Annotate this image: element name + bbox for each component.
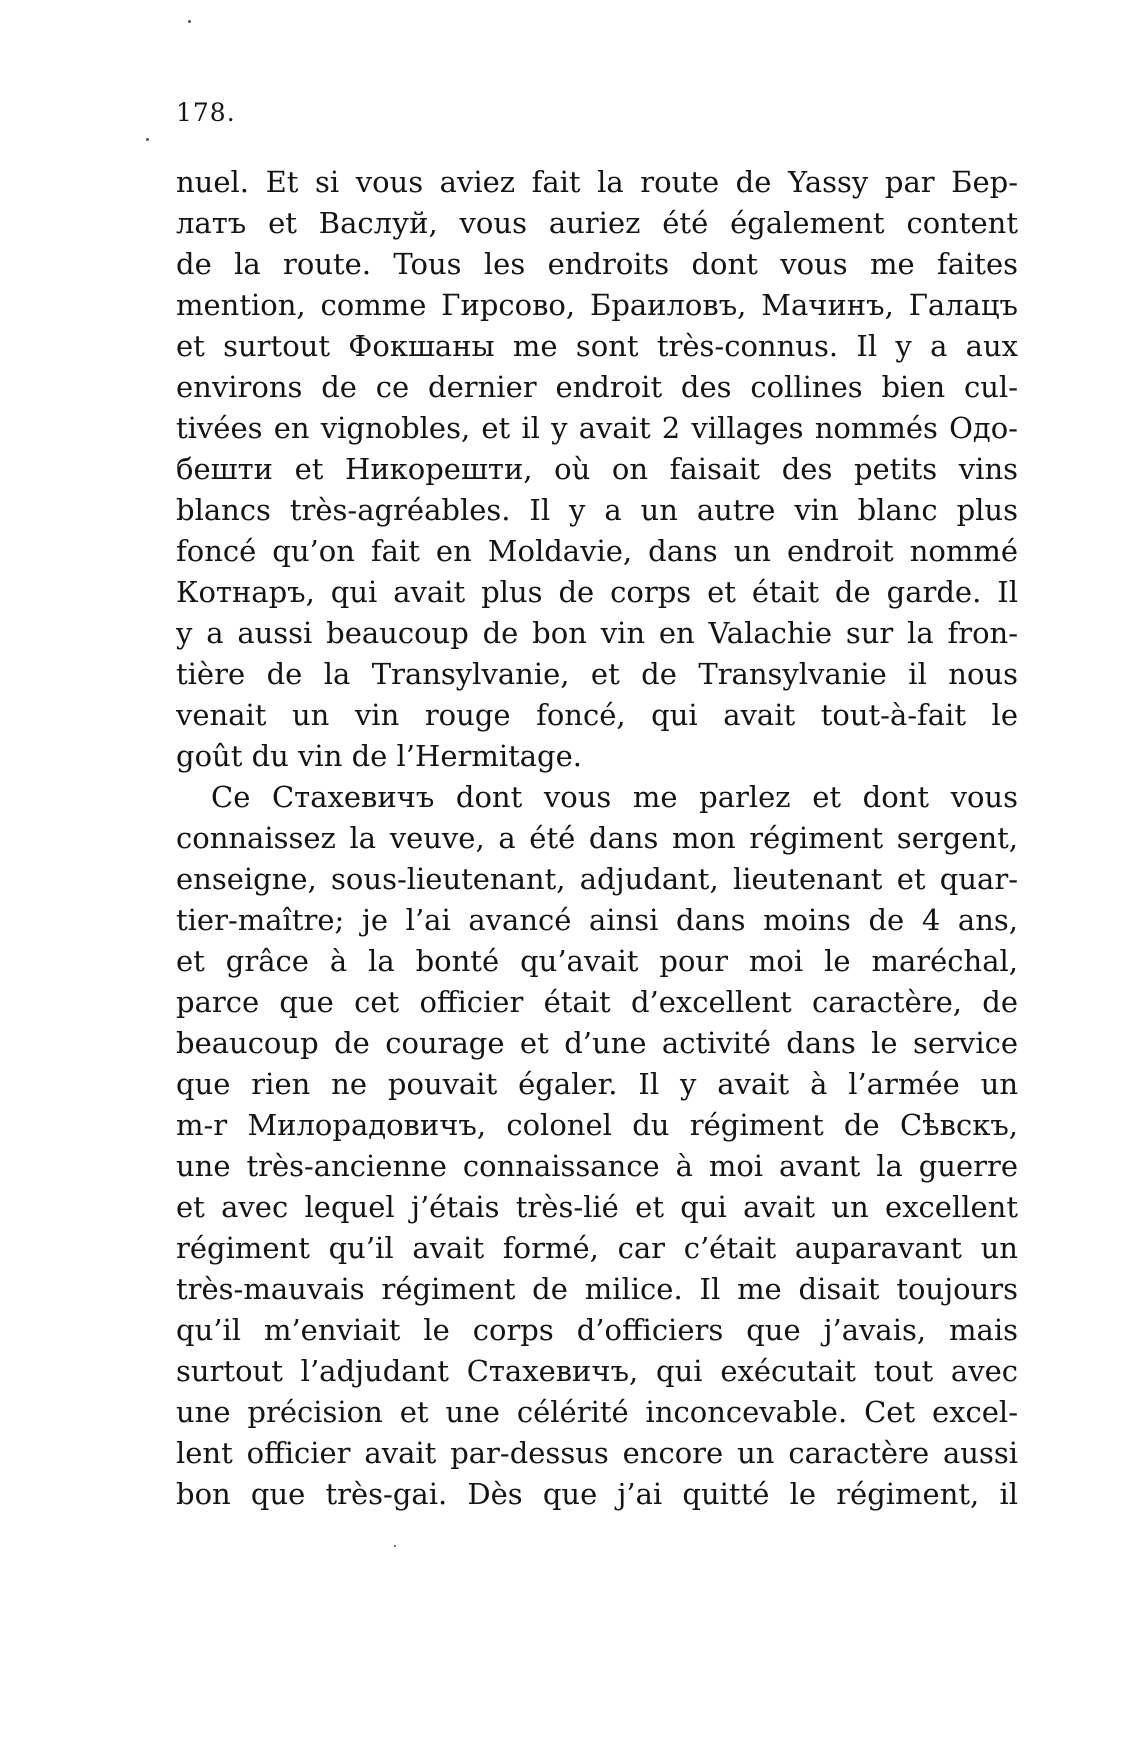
text-line: tière de la Transylvanie, et de Transylvanie il nous: [176, 657, 1018, 691]
text-line: une très-ancienne connaissance à moi avant la guerre: [176, 1149, 1018, 1183]
text-line: бешти et Никорешти, où on faisait des petits vins: [176, 452, 1018, 486]
text-line: blancs très-agréables. Il y a un autre vin blanc plus: [176, 493, 1018, 527]
text-line: Котнаръ, qui avait plus de corps et était de garde. Il: [176, 575, 1018, 609]
text-line: enseigne, sous-lieutenant, adjudant, lieutenant et quar-: [176, 862, 1018, 896]
text-line: латъ et Васлуй, vous auriez été également content: [176, 206, 1018, 240]
text-line: tier-maître; je l’ai avancé ainsi dans moins de 4 ans,: [176, 903, 1018, 937]
text-line: de la route. Tous les endroits dont vous me faites: [176, 247, 1018, 281]
text-line: m-r Милорадовичъ, colonel du régiment de Сѣвскъ,: [176, 1108, 1018, 1142]
text-line: parce que cet officier était d’excellent caractère, de: [176, 985, 1018, 1019]
text-line: bon que très-gai. Dès que j’ai quitté le régiment, il: [176, 1477, 1018, 1511]
text-line: goût du vin de l’Hermitage.: [176, 739, 582, 773]
text-line: et avec lequel j’étais très-lié et qui avait un excellent: [176, 1190, 1018, 1224]
text-line: y a aussi beaucoup de bon vin en Valachie sur la fron-: [176, 616, 1018, 650]
text-line: surtout l’adjudant Стахевичъ, qui exécutait tout avec: [176, 1354, 1018, 1388]
text-line: mention, comme Гирсово, Браиловъ, Мачинъ, Галацъ: [176, 288, 1018, 322]
scan-speck: [188, 20, 191, 23]
paragraph-2: [176, 777, 1018, 1515]
text-line: venait un vin rouge foncé, qui avait tout-à-fait le: [176, 698, 1018, 732]
text-line: foncé qu’on fait en Moldavie, dans un endroit nommé: [176, 534, 1018, 568]
text-line: et surtout Фокшаны me sont très-connus. Il y a aux: [176, 329, 1018, 363]
scan-speck: [146, 138, 149, 141]
text-line: connaissez la veuve, a été dans mon régiment sergent,: [176, 821, 1018, 855]
text-line: que rien ne pouvait égaler. Il y avait à l’armée un: [176, 1067, 1018, 1101]
scan-speck: [394, 1545, 396, 1547]
text-line: Ce Стахевичъ dont vous me parlez et dont vous: [211, 780, 1018, 814]
text-line: qu’il m’enviait le corps d’officiers que j’avais, mais: [176, 1313, 1018, 1347]
body-text: [176, 162, 1018, 1515]
text-line: régiment qu’il avait formé, car c’était auparavant un: [176, 1231, 1018, 1265]
text-line: très-mauvais régiment de milice. Il me disait toujours: [176, 1272, 1018, 1306]
text-line: lent officier avait par-dessus encore un caractère aussi: [176, 1436, 1018, 1470]
text-line: environs de ce dernier endroit des collines bien cul-: [176, 370, 1018, 404]
page-number: 178.: [176, 98, 236, 127]
text-line: et grâce à la bonté qu’avait pour moi le maréchal,: [176, 944, 1018, 978]
text-line: beaucoup de courage et d’une activité dans le service: [176, 1026, 1018, 1060]
paragraph-1: [176, 162, 1018, 777]
text-line: nuel. Et si vous aviez fait la route de Yassy par Бер-: [176, 165, 1018, 199]
text-line: tivées en vignobles, et il y avait 2 villages nommés Одо-: [176, 411, 1018, 445]
text-line: une précision et une célérité inconcevable. Cet excel-: [176, 1395, 1018, 1429]
